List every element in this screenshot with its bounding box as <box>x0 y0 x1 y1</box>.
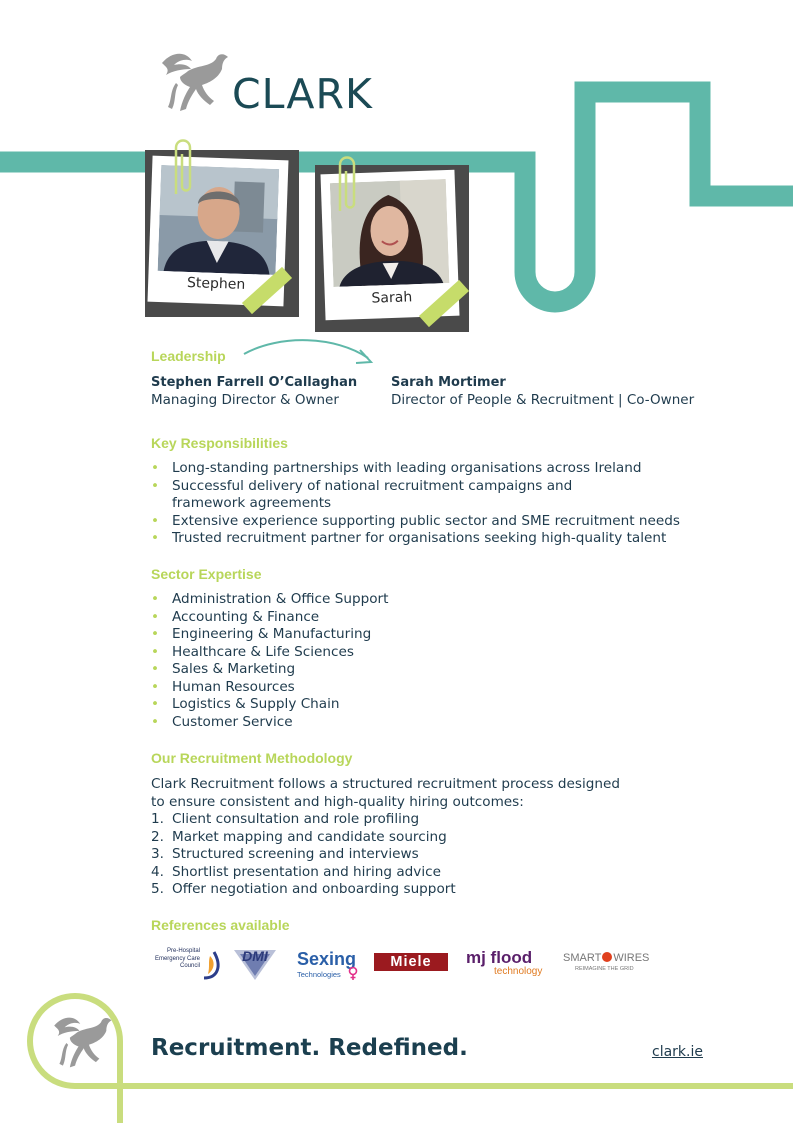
paperclip-icon <box>168 136 196 198</box>
list-item: • Trusted recruitment partner for organisations seeking high-quality talent <box>151 530 731 548</box>
list-item: 4. Shortlist presentation and hiring advice <box>151 863 441 880</box>
list-item: • Sales & Marketing <box>151 661 651 679</box>
list-item: • Customer Service <box>151 714 651 732</box>
leader-role: Managing Director & Owner <box>151 392 339 408</box>
list-item: 1. Client consultation and role profiling <box>151 811 420 827</box>
list-item: • Accounting & Finance <box>151 609 651 627</box>
mjflood-logo: mj flood technology <box>466 948 543 977</box>
sectors-list <box>151 591 651 731</box>
list-item: • Human Resources <box>151 679 651 697</box>
list-item: 2. Market mapping and candidate sourcing <box>151 828 447 845</box>
photo-caption-sarah: Sarah <box>371 289 413 307</box>
photo-caption-stephen: Stephen <box>186 274 246 293</box>
brand-wordmark: CLARK <box>232 70 373 118</box>
list-item: • Extensive experience supporting public sector and SME recruitment needs <box>151 513 731 531</box>
leader-name: Stephen Farrell O’Callaghan <box>151 375 358 390</box>
methodology-heading: Our Recruitment Methodology <box>151 750 353 766</box>
list-item: • Administration & Office Support <box>151 591 651 609</box>
website-link[interactable]: clark.ie <box>652 1044 703 1060</box>
methodology-steps <box>151 811 651 899</box>
list-item: • Engineering & Manufacturing <box>151 626 651 644</box>
leadership-heading: Leadership <box>151 348 226 364</box>
methodology-intro: Clark Recruitment follows a structured recruitment process designed to ensure consistent and high-quality hiring outcomes: <box>151 776 620 810</box>
arrow-icon <box>240 334 380 368</box>
pegasus-logo-icon <box>158 45 230 121</box>
responsibilities-heading: Key Responsibilities <box>151 435 288 451</box>
leader-name: Sarah Mortimer <box>391 375 506 390</box>
leader-role: Director of People & Recruitment | Co-Owner <box>391 392 695 408</box>
smartwires-logo: SMART WIRES REIMAGINE THE GRID <box>563 952 650 972</box>
list-item: • Successful delivery of national recruitment campaigns and framework agreements <box>151 478 612 513</box>
sexing-logo: Sexing Technologies <box>297 949 357 979</box>
footer-tagline: Recruitment. Redefined. <box>151 1035 468 1061</box>
phecc-logo: Pre-Hospital Emergency Care Council <box>146 948 226 982</box>
dmi-logo: DMI <box>232 946 278 982</box>
list-item: • Long-standing partnerships with leading organisations across Ireland <box>151 460 731 478</box>
list-item: • Logistics & Supply Chain <box>151 696 651 714</box>
pegasus-footer-icon <box>50 1010 114 1076</box>
paperclip-icon <box>332 153 360 215</box>
list-item: 3. Structured screening and interviews <box>151 846 419 862</box>
responsibilities-list <box>151 460 731 548</box>
references-heading: References available <box>151 917 290 933</box>
list-item: 5. Offer negotiation and onboarding support <box>151 881 456 897</box>
sectors-heading: Sector Expertise <box>151 566 262 582</box>
miele-logo: Miele <box>374 953 448 971</box>
list-item: • Healthcare & Life Sciences <box>151 644 651 662</box>
